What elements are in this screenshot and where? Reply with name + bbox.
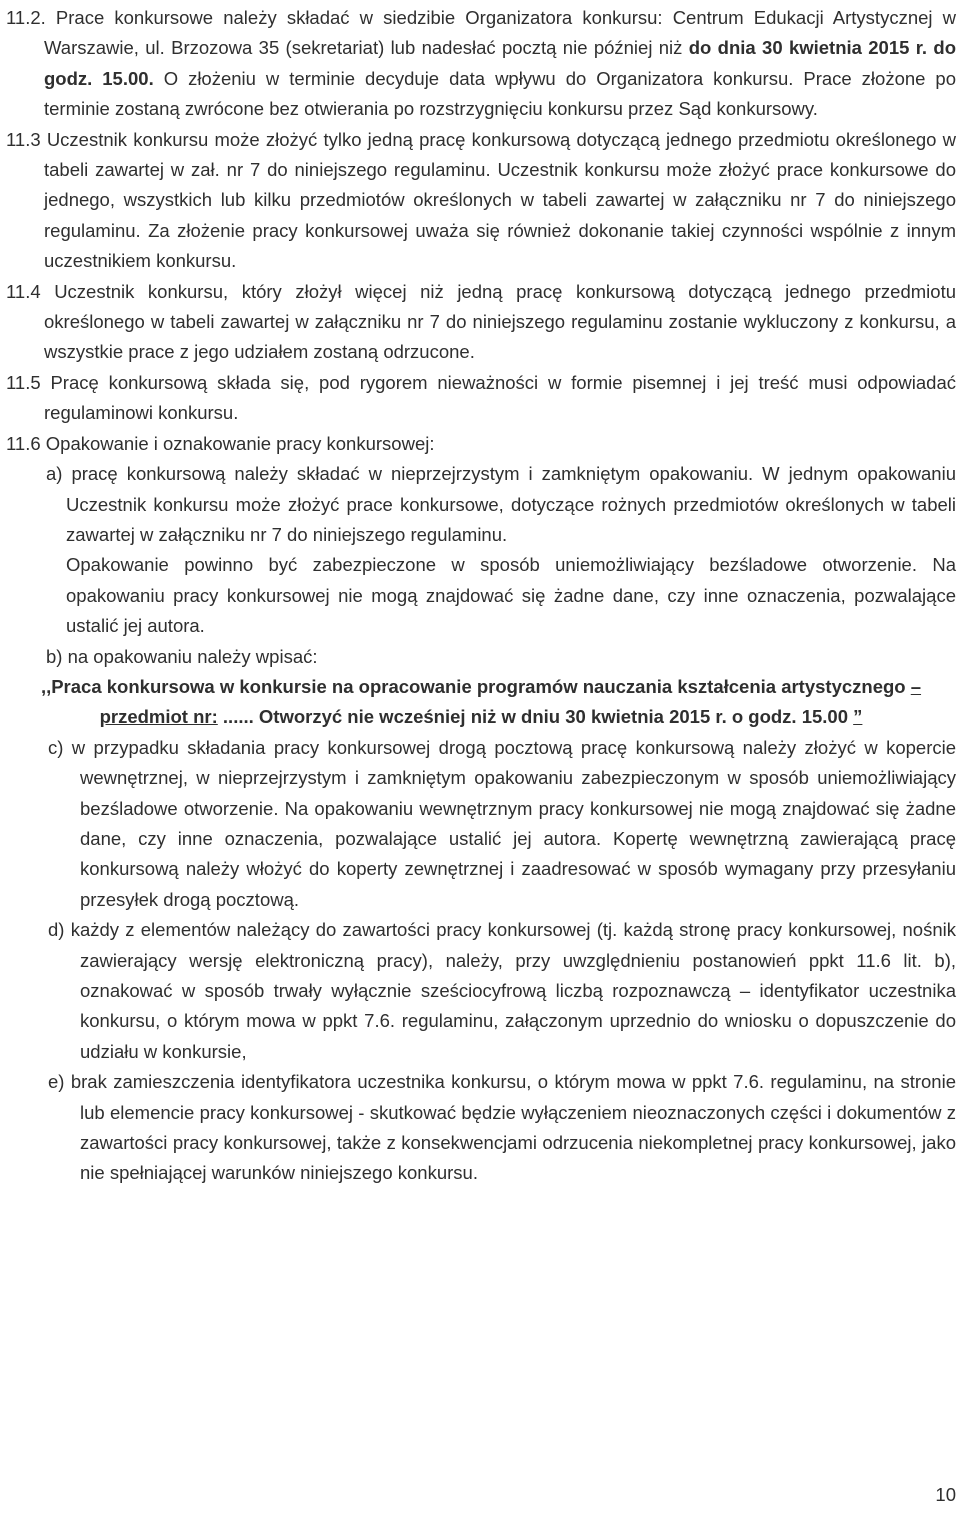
label-part-underlined: – przedmiot nr: [99, 675, 922, 728]
deadline-bold: do dnia 30 kwietnia 2015 r. do godz. 15.00. [44, 37, 956, 89]
paragraph-text: Uczestnik konkursu może złożyć tylko jedną pracę konkursową dotyczącą jednego przedmiotu określonego w tabeli zawartej w zał. nr 7 do niniejszego regulaminu. Uczestnik konkursu może złożyć prace konkursowe do jednego, wszystkich lub kilku przedmiotów określonych w tabeli zawartej w załączniku nr 7 do niniejszego regulaminu. Za złożenie pracy konkursowej uważa się również dokonanie takiej czynności wspólnie z innym uczestnikiem konkursu. [40, 128, 956, 272]
list-item-c: c) w przypadku składania pracy konkursowej drogą pocztową pracę konkursową należy złożyć w kopercie wewnętrznej, w nieprzejrzystym i zamkniętym opakowaniu zabezpieczonym w sposób uniemożliwiający bezśladowe otworzenie. Na opakowaniu wewnętrznym pracy konkursowej nie mogą znajdować się żadne dane, czy inne oznaczenia, pozwalające ustalić jej autora. Kopertę wewnętrzną zawierającą pracę konkursową należy włożyć do koperty zewnętrznej i zaadresować w sposób wymagany przy przesyłaniu przesyłek drogą pocztową. [48, 736, 956, 910]
list-item-a: a) pracę konkursową należy składać w nieprzejrzystym i zamkniętym opakowaniu. W jednym opakowaniu Uczestnik konkursu może złożyć prace konkursowe, dotyczące rożnych przedmiotów określonych w tabeli zawartej w załączniku nr 7 do niniejszego regulaminu. [46, 463, 956, 545]
envelope-label-text [6, 672, 956, 733]
section-number: 11.4 [6, 280, 41, 302]
paragraph-11-3 [6, 125, 956, 277]
label-part: ,,Praca konkursowa w konkursie na opracowanie programów nauczania kształcenia artystycznego [40, 675, 911, 697]
paragraph-11-2 [6, 3, 956, 125]
paragraph-text: O złożeniu w terminie decyduje data wpływu do Organizatora konkursu. Prace złożone po terminie zostaną zwrócone bez otwierania po rozstrzygnięciu konkursu przez Sąd konkursowy. [44, 67, 957, 120]
section-number: 11.6 [6, 432, 41, 454]
page-number: 10 [935, 1484, 956, 1505]
label-part: ...... Otworzyć nie wcześniej niż w dniu 30 kwietnia 2015 r. o godz. 15.00 [217, 706, 854, 728]
section-number: 11.5 [6, 371, 41, 393]
section-number: 11.3 [6, 128, 41, 150]
paragraph-11-5 [6, 368, 956, 429]
list-item-a-continued: Opakowanie powinno być zabezpieczone w sposób uniemożliwiający bezśladowe otworzenie. Na opakowaniu pracy konkursowej nie mogą znajdować się żadne dane, czy inne oznaczenia, pozwalające ustalić jej autora. [66, 554, 956, 637]
paragraph-text: Opakowanie i oznakowanie pracy konkursowej: [40, 432, 435, 454]
paragraph-11-6 [6, 429, 956, 459]
paragraph-text: Prace konkursowe należy składać w siedzibie Organizatora konkursu: Centrum Edukacji Artystycznej w Warszawie, ul. Brzozowa 35 (sekretariat) lub nadesłać pocztą nie później niż [44, 7, 956, 59]
list-item-b: b) na opakowaniu należy wpisać: [46, 645, 318, 667]
list-item-d: d) każdy z elementów należący do zawartości pracy konkursowej (tj. każdą stronę pracy konkursowej, nośnik zawierający wersję elektroniczną pracy), należy, przy uwzględnieniu postanowień ppkt 11.6 lit. b), oznakować w sposób trwały wyłącznie sześciocyfrową liczbą rozpoznawczą – identyfikator uczestnika konkursu, o którym mowa w ppkt 7.6. regulaminu, załączonym uprzednio do wniosku o dopuszczenie do udziału w konkursie, [48, 919, 956, 1062]
paragraph-text: Pracę konkursową składa się, pod rygorem nieważności w formie pisemnej i jej treść musi odpowiadać regulaminowi konkursu. [40, 371, 956, 424]
paragraph-11-4 [6, 277, 956, 368]
list-item-e: e) brak zamieszczenia identyfikatora uczestnika konkursu, o którym mowa w ppkt 7.6. regulaminu, na stronie lub elemencie pracy konkursowej - skutkować będzie wyłączeniem nieoznaczonych części i dokumentów z zawartości pracy konkursowej, także z konsekwencjami odrzucenia niekompletnej pracy konkursowej, jako nie spełniającej warunków niniejszego konkursu. [48, 1071, 956, 1184]
section-number: 11.2. [6, 7, 46, 28]
paragraph-text: Uczestnik konkursu, który złożył więcej niż jedną pracę konkursową dotyczącą jednego przedmiotu określonego w tabeli zawartej w załączniku nr 7 do niniejszego regulaminu zostanie wykluczony z konkursu, a wszystkie prace z jego udziałem zostaną odrzucone. [40, 280, 956, 363]
label-quote-underlined: ” [853, 706, 863, 728]
